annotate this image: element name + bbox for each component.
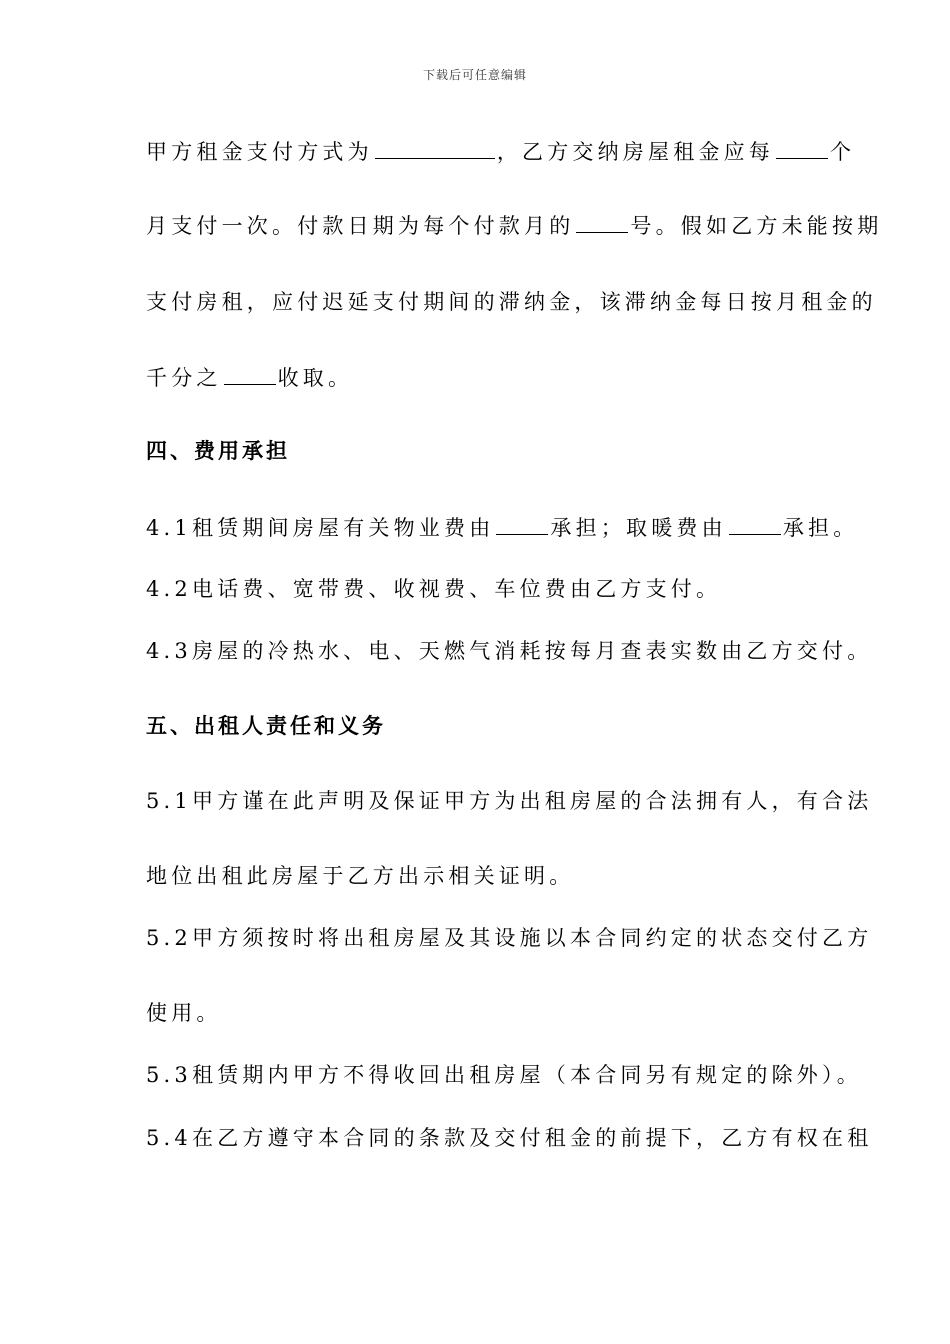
section-5-item-2-line-1: 5.2甲方须按时将出租房屋及其设施以本合同约定的状态交付乙方 (146, 926, 873, 950)
section-4-item-2: 4.2电话费、宽带费、收视费、车位费由乙方支付。 (146, 577, 722, 601)
payment-months-blank (776, 136, 828, 159)
heating-fee-blank (729, 512, 781, 535)
payment-late-text: 号。假如乙方未能按期 (630, 214, 883, 238)
property-fee-label: 4.1租赁期间房屋有关物业费由 (146, 516, 495, 540)
section-4-item-3: 4.3房屋的冷热水、电、天燃气消耗按每月查表实数由乙方交付。 (146, 639, 873, 663)
section-5-heading: 五、出租人责任和义务 (146, 713, 386, 738)
section-4-item-1 (146, 512, 858, 543)
payment-frequency-label: ，乙方交纳房屋租金应每 (496, 140, 775, 164)
payment-line-4 (146, 362, 353, 393)
section-5-item-3: 5.3租赁期内甲方不得收回出租房屋（本合同另有规定的除外）。 (146, 1063, 862, 1087)
payment-day-blank (576, 210, 628, 233)
section-4-heading: 四、费用承担 (146, 438, 290, 463)
section-5-item-1-line-2: 地位出租此房屋于乙方出示相关证明。 (146, 864, 575, 888)
payment-date-label: 月支付一次。付款日期为每个付款月的 (146, 214, 575, 238)
late-fee-label: 千分之 (146, 366, 222, 390)
heating-fee-suffix: 承担。 (782, 516, 859, 540)
property-fee-blank (496, 512, 548, 535)
payment-method-blank (375, 136, 495, 159)
payment-frequency-unit: 个 (830, 140, 856, 164)
late-fee-suffix: 收取。 (277, 366, 354, 390)
payment-line-1 (146, 136, 855, 167)
late-fee-rate-blank (224, 362, 276, 385)
heating-fee-label: 承担；取暖费由 (550, 516, 727, 540)
page-header-note: 下载后可任意编辑 (422, 68, 527, 82)
section-5-item-1-line-1: 5.1甲方谨在此声明及保证甲方为出租房屋的合法拥有人，有合法 (146, 789, 873, 813)
payment-line-3: 支付房租，应付迟延支付期间的滞纳金，该滞纳金每日按月租金的 (146, 290, 877, 314)
payment-line-2 (146, 210, 882, 241)
section-5-item-2-line-2: 使用。 (146, 1001, 222, 1025)
section-5-item-4-line-1: 5.4在乙方遵守本合同的条款及交付租金的前提下，乙方有权在租 (146, 1126, 873, 1150)
payment-method-label: 甲方租金支付方式为 (146, 140, 373, 164)
